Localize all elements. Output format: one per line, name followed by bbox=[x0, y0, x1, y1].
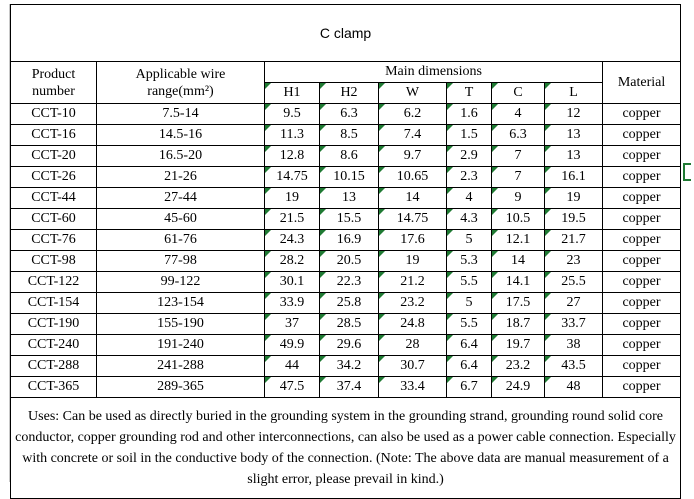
usage-notes[interactable]: Uses: Can be used as directly buried in the grounding system in the grounding strand, grounding round solid core conductor, copper grounding rod and other interconnections, can also be used as a power cable connection. Especially with concrete or soil in the conductive body of the connection. (Note: The above data are manual measurement of a slight error, please prevail in kind.) bbox=[11, 398, 681, 499]
cell-t[interactable]: 6.4 bbox=[447, 356, 492, 377]
cell-range[interactable]: 14.5-16 bbox=[97, 125, 265, 146]
header-product-line1: Product bbox=[31, 66, 76, 82]
cell-c[interactable]: 12.1 bbox=[492, 230, 545, 251]
header-dim-l[interactable]: L bbox=[545, 83, 603, 104]
cell-range[interactable]: 16.5-20 bbox=[97, 146, 265, 167]
header-dim-c[interactable]: C bbox=[492, 83, 545, 104]
header-product-number[interactable] bbox=[11, 62, 97, 104]
cell-t[interactable]: 5 bbox=[447, 293, 492, 314]
cell-h2[interactable]: 13 bbox=[320, 188, 379, 209]
cell-h2[interactable]: 28.5 bbox=[320, 314, 379, 335]
cell-material[interactable]: copper bbox=[603, 356, 681, 377]
cell-t[interactable]: 4.3 bbox=[447, 209, 492, 230]
cell-product[interactable]: CCT-154 bbox=[11, 293, 97, 314]
cell-product[interactable]: CCT-26 bbox=[11, 167, 97, 188]
cell-c[interactable]: 7 bbox=[492, 146, 545, 167]
cell-w[interactable]: 10.65 bbox=[379, 167, 447, 188]
table-row bbox=[11, 230, 681, 251]
cell-h1[interactable]: 14.75 bbox=[265, 167, 320, 188]
cell-h1[interactable]: 33.9 bbox=[265, 293, 320, 314]
cell-l[interactable]: 13 bbox=[545, 146, 603, 167]
cell-l[interactable]: 48 bbox=[545, 377, 603, 398]
cell-w[interactable]: 9.7 bbox=[379, 146, 447, 167]
cell-w[interactable]: 14.75 bbox=[379, 209, 447, 230]
row-header-edge bbox=[0, 4, 10, 482]
cell-w[interactable]: 17.6 bbox=[379, 230, 447, 251]
cell-product[interactable]: CCT-365 bbox=[11, 377, 97, 398]
cell-l[interactable]: 12 bbox=[545, 104, 603, 125]
cell-c[interactable]: 24.9 bbox=[492, 377, 545, 398]
cell-material[interactable]: copper bbox=[603, 188, 681, 209]
cell-h1[interactable]: 28.2 bbox=[265, 251, 320, 272]
cell-l[interactable]: 38 bbox=[545, 335, 603, 356]
cell-t[interactable]: 1.5 bbox=[447, 125, 492, 146]
table-row bbox=[11, 293, 681, 314]
spreadsheet bbox=[10, 4, 681, 499]
cell-c[interactable]: 7 bbox=[492, 167, 545, 188]
cell-h2[interactable]: 29.6 bbox=[320, 335, 379, 356]
cell-l[interactable]: 16.1 bbox=[545, 167, 603, 188]
cell-t[interactable]: 5 bbox=[447, 230, 492, 251]
cell-product[interactable]: CCT-60 bbox=[11, 209, 97, 230]
table-row bbox=[11, 377, 681, 398]
cell-h2[interactable]: 8.6 bbox=[320, 146, 379, 167]
cell-h2[interactable]: 20.5 bbox=[320, 251, 379, 272]
table-row bbox=[11, 146, 681, 167]
cell-material[interactable]: copper bbox=[603, 230, 681, 251]
table-row bbox=[11, 272, 681, 293]
cell-w[interactable]: 19 bbox=[379, 251, 447, 272]
notes-row bbox=[11, 398, 681, 499]
cell-material[interactable]: copper bbox=[603, 272, 681, 293]
cell-h2[interactable]: 25.8 bbox=[320, 293, 379, 314]
cell-c[interactable]: 14 bbox=[492, 251, 545, 272]
cell-product[interactable]: CCT-76 bbox=[11, 230, 97, 251]
table-row bbox=[11, 209, 681, 230]
cell-range[interactable]: 191-240 bbox=[97, 335, 265, 356]
cell-c[interactable]: 6.3 bbox=[492, 125, 545, 146]
table-row bbox=[11, 167, 681, 188]
cell-h1[interactable]: 37 bbox=[265, 314, 320, 335]
cell-range[interactable]: 289-365 bbox=[97, 377, 265, 398]
cell-t[interactable]: 2.3 bbox=[447, 167, 492, 188]
cell-l[interactable]: 43.5 bbox=[545, 356, 603, 377]
cell-h2[interactable]: 37.4 bbox=[320, 377, 379, 398]
cell-material[interactable]: copper bbox=[603, 251, 681, 272]
cell-range[interactable]: 27-44 bbox=[97, 188, 265, 209]
cell-product[interactable]: CCT-98 bbox=[11, 251, 97, 272]
cell-t[interactable]: 5.5 bbox=[447, 314, 492, 335]
cell-c[interactable]: 17.5 bbox=[492, 293, 545, 314]
cell-product[interactable]: CCT-190 bbox=[11, 314, 97, 335]
cell-h1[interactable]: 30.1 bbox=[265, 272, 320, 293]
table-row bbox=[11, 314, 681, 335]
cell-c[interactable]: 14.1 bbox=[492, 272, 545, 293]
cell-h1[interactable]: 49.9 bbox=[265, 335, 320, 356]
cell-h2[interactable]: 16.9 bbox=[320, 230, 379, 251]
cell-h2[interactable]: 6.3 bbox=[320, 104, 379, 125]
cell-material[interactable]: copper bbox=[603, 125, 681, 146]
cell-range[interactable]: 99-122 bbox=[97, 272, 265, 293]
table-row bbox=[11, 104, 681, 125]
cell-range[interactable]: 45-60 bbox=[97, 209, 265, 230]
cell-material[interactable]: copper bbox=[603, 377, 681, 398]
cell-range[interactable]: 155-190 bbox=[97, 314, 265, 335]
cell-h2[interactable]: 22.3 bbox=[320, 272, 379, 293]
cell-h1[interactable]: 9.5 bbox=[265, 104, 320, 125]
header-range-line1: Applicable wire bbox=[135, 66, 226, 82]
cell-l[interactable]: 13 bbox=[545, 125, 603, 146]
header-dim-w[interactable]: W bbox=[379, 83, 447, 104]
cell-w[interactable]: 33.4 bbox=[379, 377, 447, 398]
cell-range[interactable]: 241-288 bbox=[97, 356, 265, 377]
cell-range[interactable]: 123-154 bbox=[97, 293, 265, 314]
cell-product[interactable]: CCT-240 bbox=[11, 335, 97, 356]
cell-l[interactable]: 19.5 bbox=[545, 209, 603, 230]
cell-h1[interactable]: 24.3 bbox=[265, 230, 320, 251]
header-dim-h2[interactable]: H2 bbox=[320, 83, 379, 104]
cell-h2[interactable]: 34.2 bbox=[320, 356, 379, 377]
cell-h1[interactable]: 19 bbox=[265, 188, 320, 209]
header-dim-t[interactable]: T bbox=[447, 83, 492, 104]
header-main-dimensions[interactable]: Main dimensions bbox=[265, 62, 603, 83]
table-row bbox=[11, 188, 681, 209]
cell-w[interactable]: 23.2 bbox=[379, 293, 447, 314]
cell-t[interactable]: 6.7 bbox=[447, 377, 492, 398]
selected-cell-marker bbox=[683, 163, 691, 181]
cell-material[interactable]: copper bbox=[603, 293, 681, 314]
cell-range[interactable]: 7.5-14 bbox=[97, 104, 265, 125]
header-range-line2: range(mm²) bbox=[147, 83, 214, 99]
cell-w[interactable]: 7.4 bbox=[379, 125, 447, 146]
cell-t[interactable]: 1.6 bbox=[447, 104, 492, 125]
cell-l[interactable]: 33.7 bbox=[545, 314, 603, 335]
cell-h1[interactable]: 12.8 bbox=[265, 146, 320, 167]
cell-w[interactable]: 21.2 bbox=[379, 272, 447, 293]
cell-c[interactable]: 19.7 bbox=[492, 335, 545, 356]
cell-material[interactable]: copper bbox=[603, 167, 681, 188]
table-row bbox=[11, 356, 681, 377]
cell-w[interactable]: 24.8 bbox=[379, 314, 447, 335]
cell-w[interactable]: 28 bbox=[379, 335, 447, 356]
cell-l[interactable]: 21.7 bbox=[545, 230, 603, 251]
cell-range[interactable]: 61-76 bbox=[97, 230, 265, 251]
cell-t[interactable]: 4 bbox=[447, 188, 492, 209]
cell-h1[interactable]: 47.5 bbox=[265, 377, 320, 398]
cell-c[interactable]: 10.5 bbox=[492, 209, 545, 230]
table-row bbox=[11, 125, 681, 146]
header-material[interactable]: Material bbox=[603, 62, 681, 104]
header-wire-range[interactable] bbox=[97, 62, 265, 104]
cell-product[interactable]: CCT-44 bbox=[11, 188, 97, 209]
cell-t[interactable]: 5.5 bbox=[447, 272, 492, 293]
cell-w[interactable]: 30.7 bbox=[379, 356, 447, 377]
header-product-line2: number bbox=[32, 83, 75, 99]
cell-h2[interactable]: 8.5 bbox=[320, 125, 379, 146]
cell-product[interactable]: CCT-16 bbox=[11, 125, 97, 146]
cell-material[interactable]: copper bbox=[603, 209, 681, 230]
cell-material[interactable]: copper bbox=[603, 146, 681, 167]
cell-c[interactable]: 4 bbox=[492, 104, 545, 125]
title-row bbox=[11, 5, 681, 62]
cell-l[interactable]: 25.5 bbox=[545, 272, 603, 293]
c-clamp-spec-table bbox=[10, 4, 681, 499]
cell-w[interactable]: 14 bbox=[379, 188, 447, 209]
cell-product[interactable]: CCT-288 bbox=[11, 356, 97, 377]
cell-h1[interactable]: 11.3 bbox=[265, 125, 320, 146]
cell-c[interactable]: 23.2 bbox=[492, 356, 545, 377]
header-dim-h1[interactable]: H1 bbox=[265, 83, 320, 104]
cell-t[interactable]: 6.4 bbox=[447, 335, 492, 356]
cell-product[interactable]: CCT-122 bbox=[11, 272, 97, 293]
cell-c[interactable]: 9 bbox=[492, 188, 545, 209]
cell-h2[interactable]: 10.15 bbox=[320, 167, 379, 188]
table-row bbox=[11, 251, 681, 272]
table-row bbox=[11, 335, 681, 356]
cell-range[interactable]: 77-98 bbox=[97, 251, 265, 272]
cell-h1[interactable]: 44 bbox=[265, 356, 320, 377]
cell-l[interactable]: 19 bbox=[545, 188, 603, 209]
cell-material[interactable]: copper bbox=[603, 335, 681, 356]
cell-material[interactable]: copper bbox=[603, 104, 681, 125]
cell-t[interactable]: 2.9 bbox=[447, 146, 492, 167]
table-title[interactable]: C clamp bbox=[11, 5, 681, 62]
cell-l[interactable]: 27 bbox=[545, 293, 603, 314]
cell-material[interactable]: copper bbox=[603, 314, 681, 335]
cell-range[interactable]: 21-26 bbox=[97, 167, 265, 188]
cell-w[interactable]: 6.2 bbox=[379, 104, 447, 125]
cell-h2[interactable]: 15.5 bbox=[320, 209, 379, 230]
cell-h1[interactable]: 21.5 bbox=[265, 209, 320, 230]
cell-product[interactable]: CCT-20 bbox=[11, 146, 97, 167]
cell-t[interactable]: 5.3 bbox=[447, 251, 492, 272]
header-row-1 bbox=[11, 62, 681, 83]
cell-l[interactable]: 23 bbox=[545, 251, 603, 272]
cell-c[interactable]: 18.7 bbox=[492, 314, 545, 335]
cell-product[interactable]: CCT-10 bbox=[11, 104, 97, 125]
